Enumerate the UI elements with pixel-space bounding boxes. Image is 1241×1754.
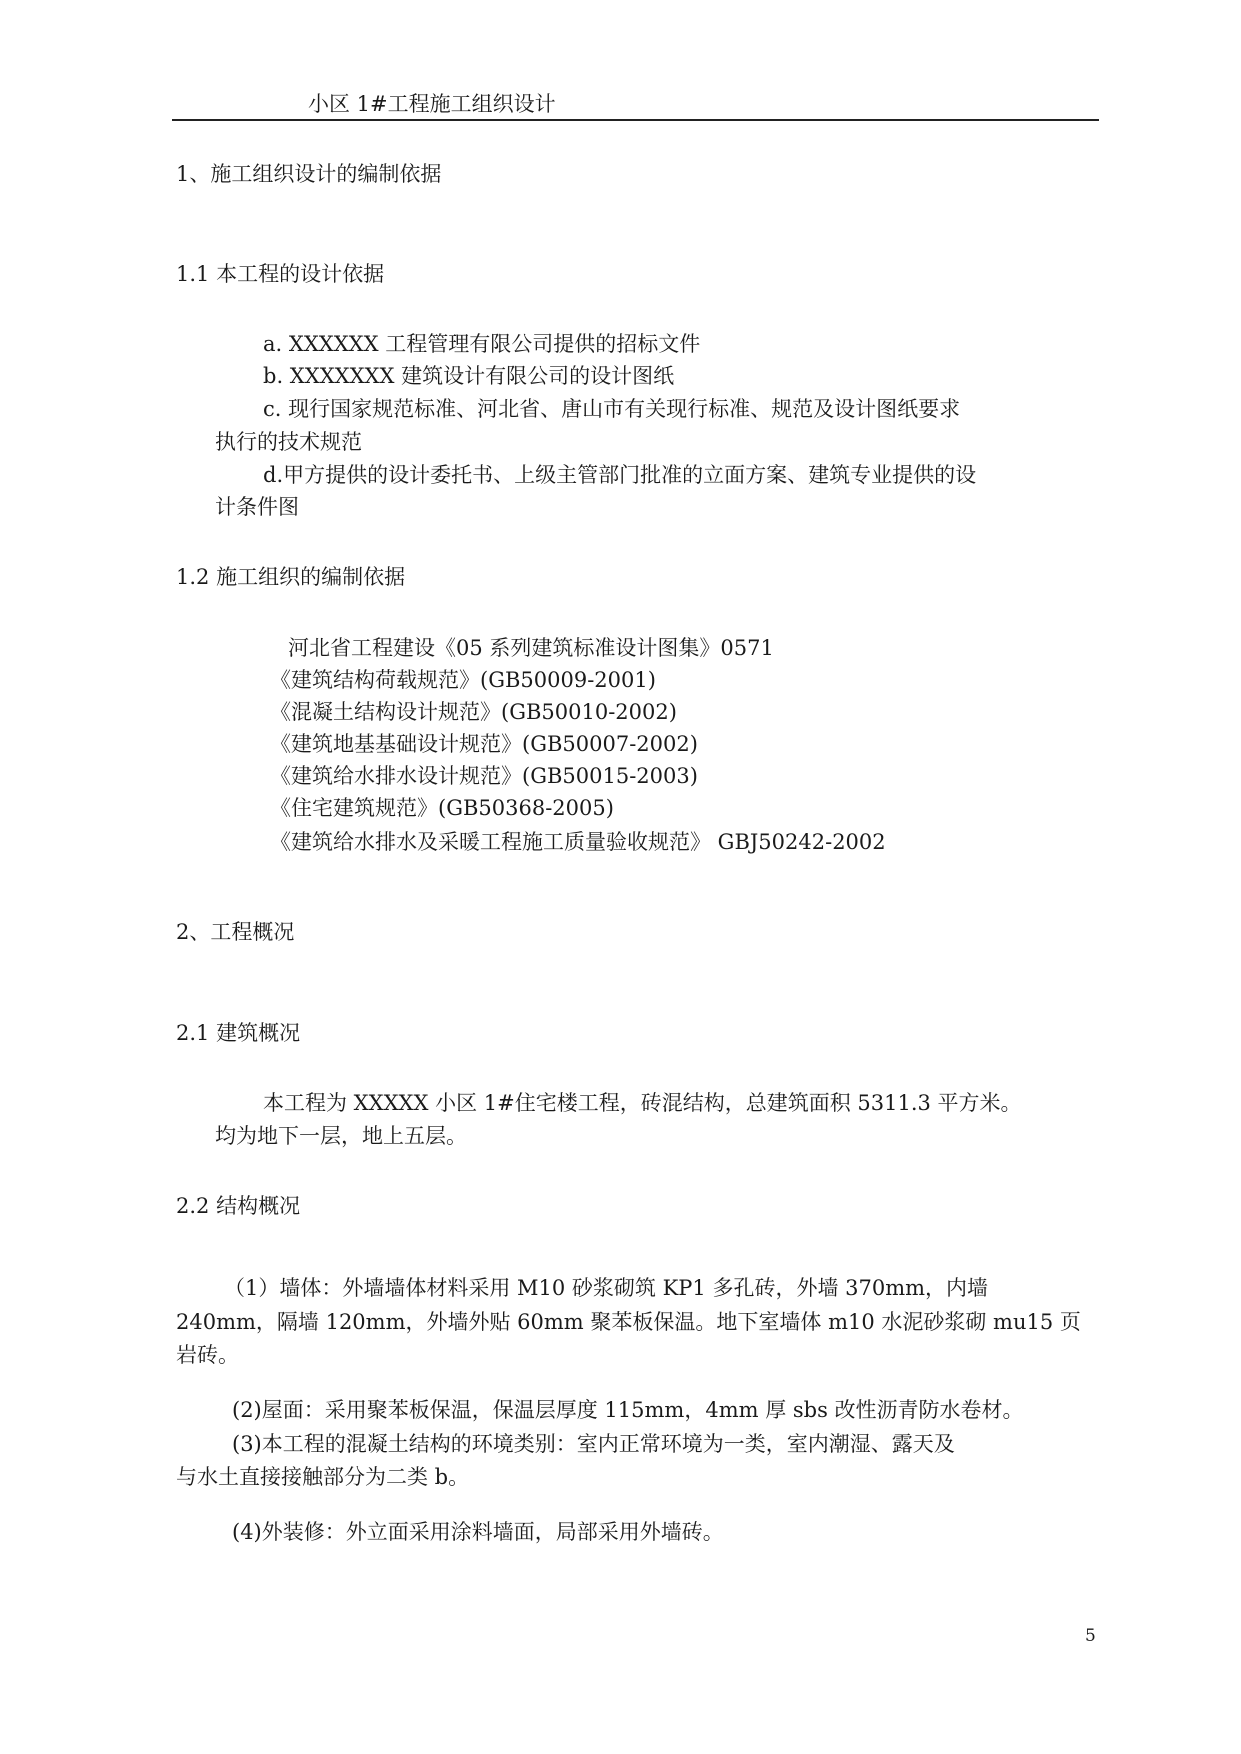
compilation-basis-item: 《建筑给水排水设计规范》(GB50015-2003) xyxy=(270,764,698,788)
compilation-basis-item: 《建筑地基基础设计规范》(GB50007-2002) xyxy=(270,732,698,756)
building-overview-text: 本工程为 XXXXX 小区 1#住宅楼工程，砖混结构，总建筑面积 5311.3 平方米。 xyxy=(263,1091,1022,1115)
header-title: 小区 1#工程施工组织设计 xyxy=(308,92,556,116)
section-2-heading: 2、工程概况 xyxy=(176,920,295,944)
page-number: 5 xyxy=(1085,1626,1096,1646)
compilation-basis-item: 《建筑结构荷载规范》(GB50009-2001) xyxy=(270,668,656,692)
section-2-1-heading: 2.1 建筑概况 xyxy=(176,1021,301,1045)
compilation-basis-item: 《混凝土结构设计规范》(GB50010-2002) xyxy=(270,700,677,724)
structure-overview-text: 岩砖。 xyxy=(176,1343,239,1367)
design-basis-item: c. 现行国家规范标准、河北省、唐山市有关现行标准、规范及设计图纸要求 xyxy=(263,397,961,421)
design-basis-item-continued: 执行的技术规范 xyxy=(215,430,362,454)
header-divider xyxy=(172,119,1099,121)
design-basis-item: b. XXXXXXX 建筑设计有限公司的设计图纸 xyxy=(263,364,675,388)
structure-overview-text: 240mm，隔墙 120mm，外墙外贴 60mm 聚苯板保温。地下室墙体 m10 水泥砂浆砌 mu15 页 xyxy=(176,1310,1081,1334)
section-1-heading: 1、施工组织设计的编制依据 xyxy=(176,162,442,186)
design-basis-item-continued: 计条件图 xyxy=(215,495,299,519)
section-1-2-heading: 1.2 施工组织的编制依据 xyxy=(176,565,406,589)
structure-overview-text: （1）墙体：外墙墙体材料采用 M10 砂浆砌筑 KP1 多孔砖，外墙 370mm，内墙 xyxy=(224,1276,989,1300)
structure-overview-text: (2)屋面：采用聚苯板保温，保温层厚度 115mm，4mm 厚 sbs 改性沥青防水卷材。 xyxy=(232,1398,1024,1422)
section-1-1-heading: 1.1 本工程的设计依据 xyxy=(176,262,385,286)
section-2-2-heading: 2.2 结构概况 xyxy=(176,1194,301,1218)
structure-overview-text: 与水土直接接触部分为二类 b。 xyxy=(176,1465,470,1489)
design-basis-item: a. XXXXXX 工程管理有限公司提供的招标文件 xyxy=(263,332,701,356)
building-overview-text: 均为地下一层，地上五层。 xyxy=(215,1124,467,1148)
structure-overview-text: (3)本工程的混凝土结构的环境类别：室内正常环境为一类，室内潮湿、露天及 xyxy=(232,1432,955,1456)
compilation-basis-item: 河北省工程建设《05 系列建筑标准设计图集》0571 xyxy=(288,636,774,660)
compilation-basis-item: 《建筑给水排水及采暖工程施工质量验收规范》 GBJ50242-2002 xyxy=(270,830,886,854)
structure-overview-text: (4)外装修：外立面采用涂料墙面，局部采用外墙砖。 xyxy=(232,1520,724,1544)
design-basis-item: d.甲方提供的设计委托书、上级主管部门批准的立面方案、建筑专业提供的设 xyxy=(263,463,977,487)
compilation-basis-item: 《住宅建筑规范》(GB50368-2005) xyxy=(270,796,614,820)
